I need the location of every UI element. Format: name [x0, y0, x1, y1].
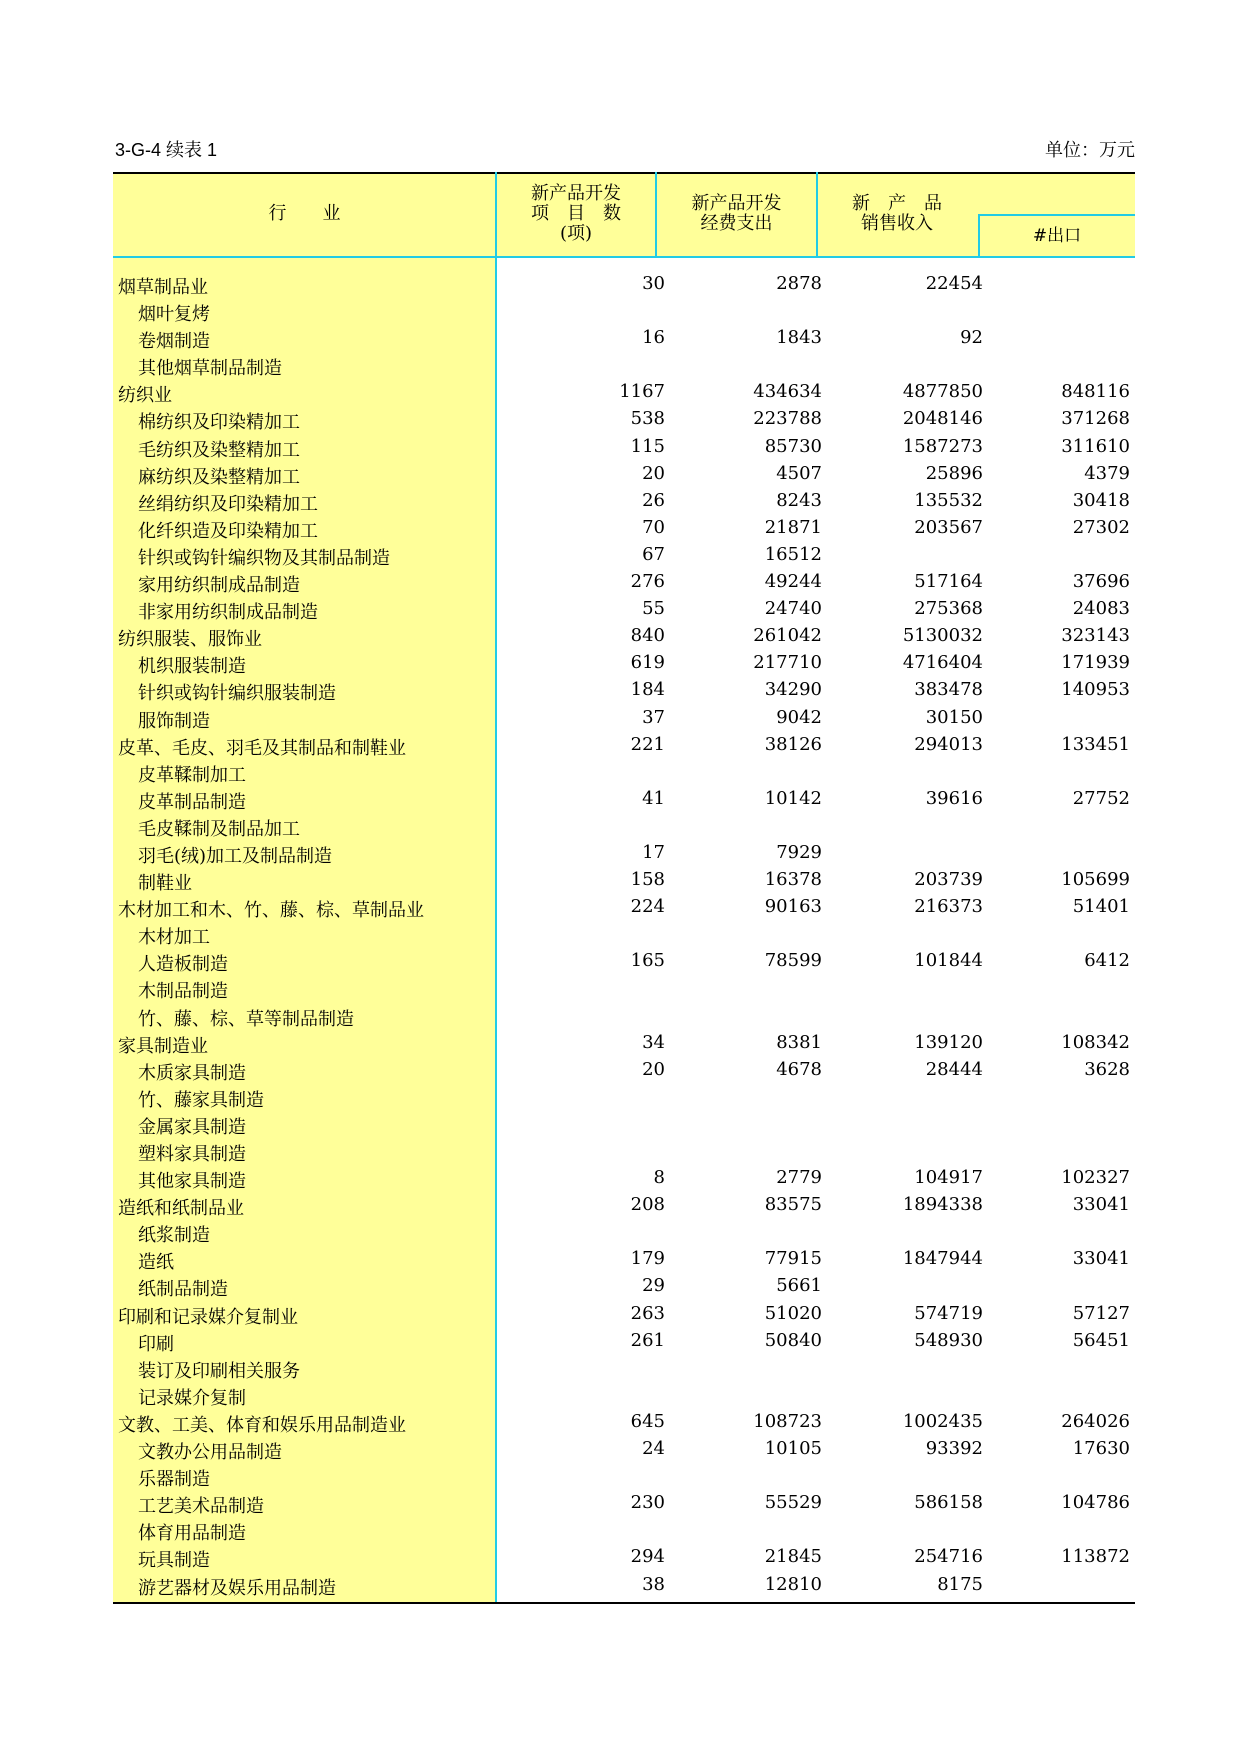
export-cell: 33041	[1072, 1194, 1130, 1216]
header-expense: 新产品开发 经费支出	[691, 193, 782, 234]
sales-cell: 4877850	[902, 381, 983, 403]
projects-cell: 165	[630, 950, 665, 972]
expense-cell: 38126	[764, 733, 822, 755]
sales-cell: 92	[960, 327, 983, 349]
projects-cell: 26	[642, 489, 665, 511]
table-row	[113, 1543, 1135, 1570]
table-body	[113, 270, 1135, 1598]
expense-cell: 4507	[776, 462, 822, 484]
industry-name-cell: 纺织业	[118, 385, 172, 407]
industry-name-cell: 纸制品制造	[138, 1279, 228, 1301]
table-row	[113, 731, 1135, 758]
table-row	[113, 297, 1135, 324]
industry-name-cell: 机织服装制造	[138, 656, 246, 678]
industry-name-cell: 卷烟制造	[138, 331, 210, 353]
expense-cell: 1843	[776, 327, 822, 349]
expense-cell: 85730	[764, 435, 822, 457]
export-cell: 27302	[1072, 516, 1130, 538]
projects-cell: 179	[630, 1248, 665, 1270]
export-cell: 323143	[1061, 625, 1130, 647]
table-row	[113, 704, 1135, 731]
industry-name-cell: 毛皮鞣制及制品加工	[138, 818, 300, 840]
industry-name-cell: 印刷	[138, 1333, 174, 1355]
projects-cell: 38	[642, 1573, 665, 1595]
expense-cell: 223788	[753, 408, 822, 430]
sales-cell: 4716404	[902, 652, 983, 674]
table-row	[113, 1245, 1135, 1272]
table-row	[113, 433, 1135, 460]
sales-cell: 25896	[925, 462, 983, 484]
expense-cell: 10105	[764, 1438, 822, 1460]
expense-cell: 16378	[764, 869, 822, 891]
industry-name-cell: 金属家具制造	[138, 1116, 246, 1138]
export-cell: 108342	[1061, 1031, 1130, 1053]
expense-cell: 217710	[753, 652, 822, 674]
export-cell: 102327	[1061, 1167, 1130, 1189]
projects-cell: 294	[630, 1546, 665, 1568]
export-cell: 140953	[1061, 679, 1130, 701]
expense-cell: 83575	[764, 1194, 822, 1216]
title-bar	[115, 136, 1135, 160]
export-cell: 171939	[1061, 652, 1130, 674]
projects-cell: 34	[642, 1031, 665, 1053]
table-row	[113, 378, 1135, 405]
sales-cell: 30150	[925, 706, 983, 728]
table-row	[113, 1029, 1135, 1056]
sales-cell: 135532	[914, 489, 983, 511]
projects-cell: 8	[653, 1167, 665, 1189]
sales-cell: 101844	[914, 950, 983, 972]
table-row	[113, 893, 1135, 920]
export-cell: 6412	[1084, 950, 1130, 972]
projects-cell: 224	[630, 896, 665, 918]
expense-cell: 55529	[764, 1492, 822, 1514]
export-cell: 105699	[1061, 869, 1130, 891]
industry-name-cell: 麻纺织及染整精加工	[138, 466, 300, 488]
header-export: #出口	[1032, 226, 1082, 246]
expense-cell: 10142	[764, 787, 822, 809]
export-cell: 264026	[1061, 1410, 1130, 1432]
sales-cell: 28444	[925, 1058, 983, 1080]
projects-cell: 221	[630, 733, 665, 755]
projects-cell: 70	[642, 516, 665, 538]
sales-subheader-line	[978, 214, 1135, 216]
projects-cell: 538	[630, 408, 665, 430]
industry-name-cell: 人造板制造	[138, 954, 228, 976]
sales-cell: 517164	[914, 571, 983, 593]
sales-cell: 203739	[914, 869, 983, 891]
expense-cell: 21845	[764, 1546, 822, 1568]
sales-cell: 8175	[937, 1573, 983, 1595]
table-row	[113, 541, 1135, 568]
header-industry: 行 业	[268, 203, 341, 224]
table-row	[113, 1300, 1135, 1327]
export-cell: 51401	[1072, 896, 1130, 918]
industry-name-cell: 皮革鞣制加工	[138, 764, 246, 786]
table-row	[113, 839, 1135, 866]
projects-cell: 276	[630, 571, 665, 593]
industry-name-cell: 木材加工和木、竹、藤、棕、草制品业	[118, 900, 424, 922]
table-row	[113, 1571, 1135, 1598]
table-row	[113, 270, 1135, 297]
table-row	[113, 1137, 1135, 1164]
expense-cell: 108723	[753, 1410, 822, 1432]
expense-cell: 8243	[776, 489, 822, 511]
projects-cell: 41	[642, 787, 665, 809]
sales-cell: 104917	[914, 1167, 983, 1189]
industry-name-cell: 棉纺织及印染精加工	[138, 412, 300, 434]
sales-cell: 5130032	[902, 625, 983, 647]
industry-name-cell: 塑料家具制造	[138, 1144, 246, 1165]
table-row	[113, 1272, 1135, 1299]
sales-cell: 383478	[914, 679, 983, 701]
table-row	[113, 974, 1135, 1001]
sales-cell: 294013	[914, 733, 983, 755]
industry-name-cell: 文教办公用品制造	[138, 1442, 282, 1464]
table-row	[113, 649, 1135, 676]
expense-cell: 77915	[764, 1248, 822, 1270]
table-row	[113, 324, 1135, 351]
table-row	[113, 866, 1135, 893]
table-row	[113, 947, 1135, 974]
export-cell: 30418	[1072, 489, 1130, 511]
sales-cell: 22454	[925, 273, 983, 294]
industry-name-cell: 家用纺织制成品制造	[138, 575, 300, 597]
expense-cell: 51020	[764, 1302, 822, 1324]
projects-cell: 840	[630, 625, 665, 647]
export-cell: 57127	[1072, 1302, 1130, 1324]
industry-name-cell: 纸浆制造	[138, 1225, 210, 1247]
expense-cell: 12810	[764, 1573, 822, 1595]
table-row	[113, 1516, 1135, 1543]
industry-name-cell: 针织或钩针编织物及其制品制造	[138, 547, 390, 569]
table-top-border	[113, 172, 1135, 174]
industry-name-cell: 非家用纺织制成品制造	[138, 602, 318, 624]
sales-cell: 275368	[914, 598, 983, 620]
table-row	[113, 785, 1135, 812]
projects-cell: 30	[642, 273, 665, 294]
projects-cell: 67	[642, 543, 665, 565]
expense-cell: 5661	[776, 1275, 822, 1297]
header-divider-line	[113, 256, 1135, 258]
export-cell: 848116	[1061, 381, 1130, 403]
sales-cell: 1894338	[902, 1194, 983, 1216]
table-row	[113, 1191, 1135, 1218]
table-row	[113, 622, 1135, 649]
table-row	[113, 1381, 1135, 1408]
table-row	[113, 1489, 1135, 1516]
expense-cell: 90163	[764, 896, 822, 918]
industry-name-cell: 木材加工	[138, 927, 210, 949]
industry-name-cell: 制鞋业	[138, 873, 192, 895]
sales-cell: 2048146	[902, 408, 983, 430]
industry-name-cell: 服饰制造	[138, 710, 210, 732]
sales-cell: 216373	[914, 896, 983, 918]
table-row	[113, 1056, 1135, 1083]
sales-cell: 1002435	[902, 1410, 983, 1432]
sales-cell: 586158	[914, 1492, 983, 1514]
export-cell: 4379	[1084, 462, 1130, 484]
industry-name-cell: 造纸和纸制品业	[118, 1198, 244, 1220]
export-cell: 27752	[1072, 787, 1130, 809]
expense-cell: 49244	[764, 571, 822, 593]
projects-cell: 263	[630, 1302, 665, 1324]
expense-cell: 21871	[764, 516, 822, 538]
expense-cell: 9042	[776, 706, 822, 728]
table-code: 3-G-4 续表 1	[115, 140, 218, 160]
projects-cell: 20	[642, 462, 665, 484]
sales-cell: 39616	[925, 787, 983, 809]
export-cell: 113872	[1061, 1546, 1130, 1568]
export-cell: 371268	[1061, 408, 1130, 430]
industry-name-cell: 工艺美术品制造	[138, 1496, 264, 1518]
projects-cell: 55	[642, 598, 665, 620]
expense-cell: 7929	[776, 841, 822, 863]
projects-cell: 37	[642, 706, 665, 728]
industry-name-cell: 烟草制品业	[118, 277, 208, 298]
projects-cell: 115	[630, 435, 665, 457]
projects-cell: 645	[630, 1410, 665, 1432]
industry-name-cell: 造纸	[138, 1252, 174, 1274]
projects-cell: 184	[630, 679, 665, 701]
header-sales: 新 产 品 销售收入	[852, 193, 942, 234]
projects-cell: 16	[642, 327, 665, 349]
header-projects: 新产品开发 项 目 数 (项)	[531, 183, 621, 244]
industry-name-cell: 文教、工美、体育和娱乐用品制造业	[118, 1414, 406, 1436]
table-row	[113, 812, 1135, 839]
industry-name-cell: 针织或钩针编织服装制造	[138, 683, 336, 705]
industry-name-cell: 游艺器材及娱乐用品制造	[138, 1577, 336, 1599]
export-cell: 17630	[1072, 1438, 1130, 1460]
industry-name-cell: 羽毛(绒)加工及制品制造	[138, 845, 333, 867]
table-row	[113, 568, 1135, 595]
table-row	[113, 920, 1135, 947]
projects-cell: 158	[630, 869, 665, 891]
sales-cell: 254716	[914, 1546, 983, 1568]
expense-cell: 24740	[764, 598, 822, 620]
industry-name-cell: 纺织服装、服饰业	[118, 629, 262, 651]
expense-cell: 434634	[753, 381, 822, 403]
projects-cell: 29	[642, 1275, 665, 1297]
expense-cell: 2878	[776, 273, 822, 294]
table-row	[113, 1002, 1135, 1029]
industry-name-cell: 竹、藤、棕、草等制品制造	[138, 1008, 354, 1030]
industry-name-cell: 化纤织造及印染精加工	[138, 520, 318, 542]
table-row	[113, 487, 1135, 514]
industry-name-cell: 毛纺织及染整精加工	[138, 439, 300, 461]
table-row	[113, 1083, 1135, 1110]
export-cell: 37696	[1072, 571, 1130, 593]
projects-cell: 1167	[619, 381, 665, 403]
industry-name-cell: 烟叶复烤	[138, 304, 210, 326]
projects-cell: 230	[630, 1492, 665, 1514]
table-row	[113, 758, 1135, 785]
export-cell: 24083	[1072, 598, 1130, 620]
table-row	[113, 1408, 1135, 1435]
industry-name-cell: 竹、藤家具制造	[138, 1089, 264, 1111]
projects-cell: 24	[642, 1438, 665, 1460]
table-row	[113, 1327, 1135, 1354]
sales-cell: 548930	[914, 1329, 983, 1351]
industry-name-cell: 记录媒介复制	[138, 1387, 246, 1409]
table-row	[113, 1218, 1135, 1245]
projects-cell: 20	[642, 1058, 665, 1080]
projects-cell: 619	[630, 652, 665, 674]
unit-label: 单位：万元	[1045, 140, 1135, 161]
industry-name-cell: 乐器制造	[138, 1469, 210, 1491]
export-cell: 33041	[1072, 1248, 1130, 1270]
expense-cell: 2779	[776, 1167, 822, 1189]
table-row	[113, 460, 1135, 487]
sales-cell: 1847944	[902, 1248, 983, 1270]
expense-cell: 34290	[764, 679, 822, 701]
expense-cell: 8381	[776, 1031, 822, 1053]
export-cell: 3628	[1084, 1058, 1130, 1080]
industry-name-cell: 装订及印刷相关服务	[138, 1360, 300, 1382]
table-row	[113, 514, 1135, 541]
table-row	[113, 1354, 1135, 1381]
export-cell: 104786	[1061, 1492, 1130, 1514]
industry-name-cell: 玩具制造	[138, 1550, 210, 1572]
export-cell: 56451	[1072, 1329, 1130, 1351]
industry-name-cell: 皮革、毛皮、羽毛及其制品和制鞋业	[118, 737, 406, 759]
industry-name-cell: 木制品制造	[138, 981, 228, 1003]
sales-cell: 1587273	[902, 435, 983, 457]
industry-name-cell: 印刷和记录媒介复制业	[118, 1306, 298, 1328]
table-row	[113, 1462, 1135, 1489]
export-cell: 133451	[1061, 733, 1130, 755]
industry-name-cell: 木质家具制造	[138, 1062, 246, 1084]
expense-cell: 16512	[764, 543, 822, 565]
table-row	[113, 351, 1135, 378]
expense-cell: 4678	[776, 1058, 822, 1080]
projects-cell: 208	[630, 1194, 665, 1216]
expense-cell: 50840	[764, 1329, 822, 1351]
industry-name-cell: 其他家具制造	[138, 1171, 246, 1193]
industry-name-cell: 家具制造业	[118, 1035, 208, 1057]
table-row	[113, 676, 1135, 703]
expense-cell: 261042	[753, 625, 822, 647]
industry-name-cell: 其他烟草制品制造	[138, 358, 282, 380]
export-cell: 311610	[1061, 435, 1130, 457]
table-row	[113, 595, 1135, 622]
table-bottom-border	[113, 1602, 1135, 1604]
industry-name-cell: 皮革制品制造	[138, 791, 246, 813]
expense-cell: 78599	[764, 950, 822, 972]
industry-name-cell: 体育用品制造	[138, 1523, 246, 1545]
projects-cell: 17	[642, 841, 665, 863]
sales-cell: 203567	[914, 516, 983, 538]
table-row	[113, 405, 1135, 432]
projects-cell: 261	[630, 1329, 665, 1351]
industry-name-cell: 丝绢纺织及印染精加工	[138, 493, 318, 515]
table-row	[113, 1435, 1135, 1462]
sales-cell: 139120	[914, 1031, 983, 1053]
table-row	[113, 1110, 1135, 1137]
sales-cell: 574719	[914, 1302, 983, 1324]
table-row	[113, 1164, 1135, 1191]
sales-cell: 93392	[925, 1438, 983, 1460]
